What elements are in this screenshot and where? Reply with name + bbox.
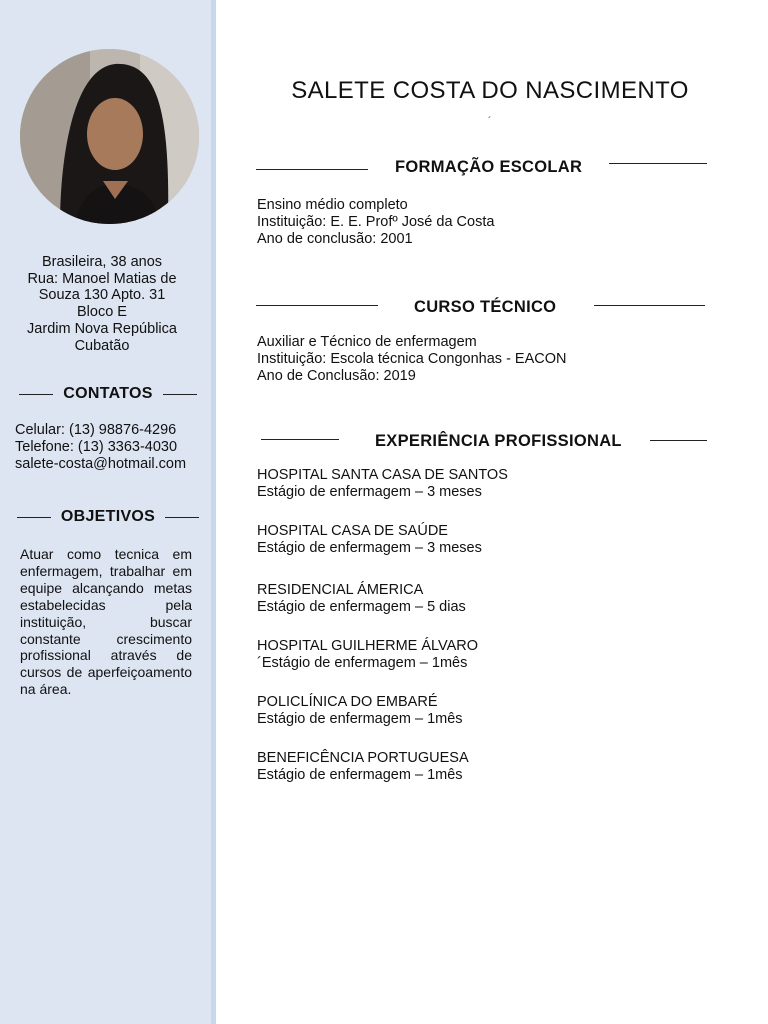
objectives-heading xyxy=(0,508,216,526)
job-place: RESIDENCIAL ÁMERICA xyxy=(257,582,424,598)
job-place: BENEFICÊNCIA PORTUGUESA xyxy=(257,750,469,766)
technical-line: Auxiliar e Técnico de enfermagem xyxy=(257,334,477,350)
job-place: HOSPITAL GUILHERME ÁLVARO xyxy=(257,638,479,654)
technical-details xyxy=(257,334,727,385)
job-entry xyxy=(257,694,727,728)
personal-info xyxy=(6,254,198,354)
section-rule xyxy=(594,305,705,306)
job-role: Estágio de enfermagem – 5 dias xyxy=(257,599,466,615)
name-mark: ´ xyxy=(488,116,492,127)
personal-line: Bloco E xyxy=(77,304,127,321)
personal-line: Brasileira, 38 anos xyxy=(41,254,163,270)
section-rule xyxy=(256,305,378,306)
job-role: Estágio de enfermagem – 3 meses xyxy=(257,484,482,500)
personal-line: Cubatão xyxy=(74,337,130,354)
job-entry xyxy=(257,638,727,672)
job-place: HOSPITAL SANTA CASA DE SANTOS xyxy=(257,467,508,483)
education-line: Instituição: E. E. Profº José da Costa xyxy=(257,214,495,230)
personal-line: Souza 130 Apto. 31 xyxy=(38,287,166,304)
heading-rule xyxy=(17,517,51,518)
contacts xyxy=(15,422,210,473)
contacts-heading xyxy=(0,385,216,403)
education-heading: FORMAÇÃO ESCOLAR xyxy=(395,158,583,176)
section-rule xyxy=(609,163,707,164)
education-line: Ensino médio completo xyxy=(257,197,408,213)
section-rule xyxy=(256,169,368,170)
mobile-phone: Celular: (13) 98876-4296 xyxy=(15,422,177,438)
email: salete-costa@hotmail.com xyxy=(15,456,187,472)
technical-line: Ano de Conclusão: 2019 xyxy=(257,368,416,384)
job-entry xyxy=(257,582,727,616)
objective-text: Atuar como tecnica em enfermagem, trabalhar em equipe alcançando metas estabelecidas pela instituição, buscar constante crescimento profissional através de cursos de aperfeiçoamento na área. xyxy=(20,546,192,698)
job-role: Estágio de enfermagem – 3 meses xyxy=(257,540,482,556)
contacts-heading-label: CONTATOS xyxy=(63,385,153,402)
heading-rule xyxy=(19,394,53,395)
job-place: HOSPITAL CASA DE SAÚDE xyxy=(257,523,448,539)
job-role: Estágio de enfermagem – 1mês xyxy=(257,711,463,727)
experience-heading: EXPERIÊNCIA PROFISSIONAL xyxy=(375,432,622,450)
technical-heading: CURSO TÉCNICO xyxy=(414,298,557,316)
education-details xyxy=(257,197,727,248)
heading-rule xyxy=(163,394,197,395)
personal-line: Rua: Manoel Matias de xyxy=(27,270,177,287)
job-entry xyxy=(257,523,727,557)
job-place: POLICLÍNICA DO EMBARÉ xyxy=(257,694,438,710)
heading-rule xyxy=(165,517,199,518)
section-rule xyxy=(650,440,707,441)
job-entry xyxy=(257,467,727,501)
job-role: Estágio de enfermagem – 1mês xyxy=(257,767,463,783)
candidate-name: SALETE COSTA DO NASCIMENTO xyxy=(291,77,689,104)
objectives-heading-label: OBJETIVOS xyxy=(60,508,156,525)
section-rule xyxy=(261,439,339,440)
profile-photo xyxy=(20,49,199,224)
education-line: Ano de conclusão: 2001 xyxy=(257,231,413,247)
job-role: ´Estágio de enfermagem – 1mês xyxy=(257,655,468,671)
technical-line: Instituição: Escola técnica Congonhas - EACON xyxy=(257,351,567,367)
personal-line: Jardim Nova República xyxy=(27,320,177,337)
job-entry xyxy=(257,750,727,784)
telephone: Telefone: (13) 3363-4030 xyxy=(15,439,178,455)
